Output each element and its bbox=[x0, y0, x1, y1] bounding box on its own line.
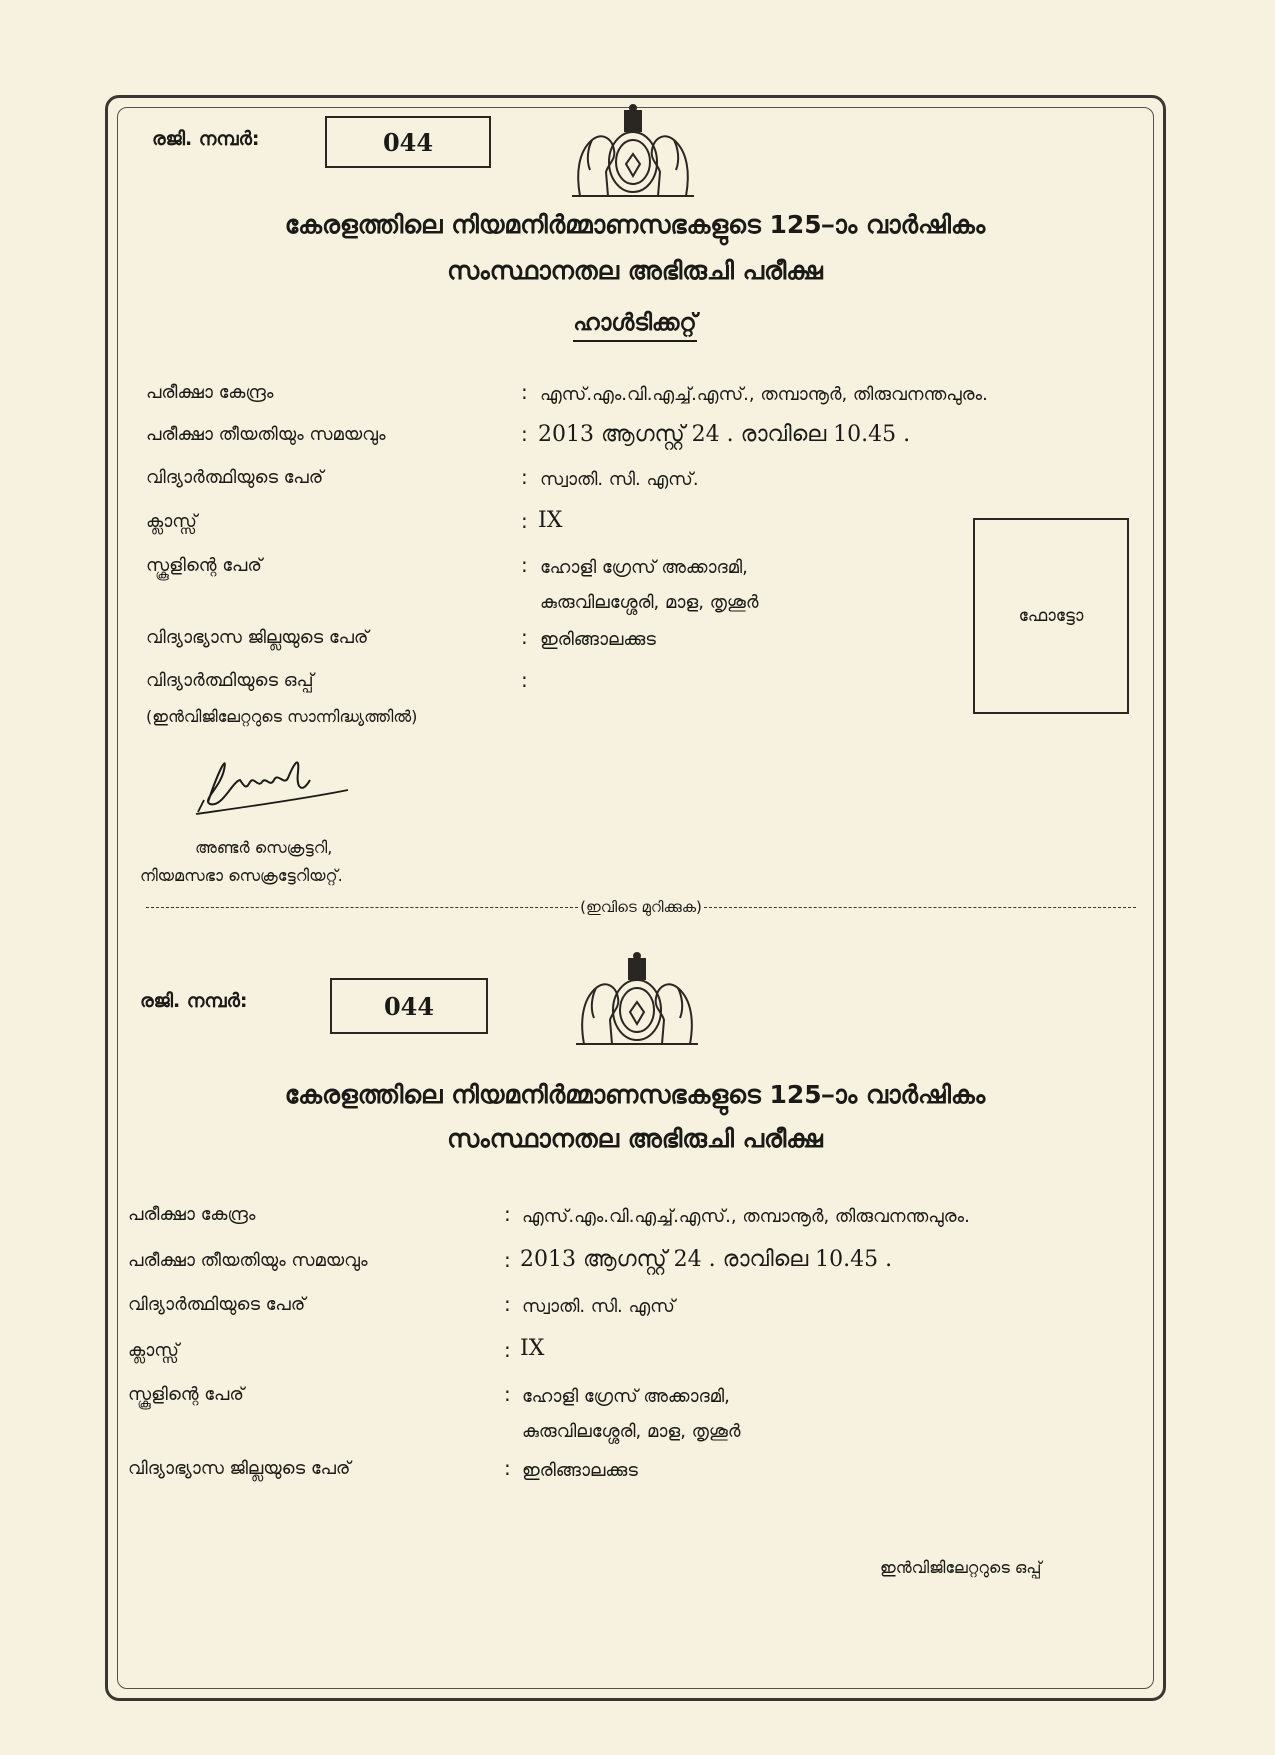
class-label-bottom: ക്ലാസ്സ് bbox=[128, 1340, 179, 1361]
exam-title-line2-bottom: സംസ്ഥാനതല അഭിരുചി പരീക്ഷ bbox=[447, 1124, 823, 1153]
datetime-value: 2013 ആഗസ്റ്റ് 24 . രാവിലെ 10.45 . bbox=[538, 422, 911, 447]
colon: : bbox=[521, 465, 528, 489]
student-signature-label: വിദ്യാർത്ഥിയുടെ ഒപ്പ് bbox=[146, 670, 314, 691]
kerala-emblem-icon bbox=[572, 952, 702, 1050]
student-name-value: സ്വാതി. സി. എസ്. bbox=[540, 469, 699, 490]
reg-number-label-bottom: രജി. നമ്പർ: bbox=[140, 990, 248, 1012]
school-label: സ്കൂളിന്റെ പേര് bbox=[146, 555, 262, 576]
colon: : bbox=[504, 1248, 511, 1272]
dashed-line-right bbox=[704, 907, 1136, 908]
colon: : bbox=[521, 668, 528, 692]
exam-title-line2: സംസ്ഥാനതല അഭിരുചി പരീക്ഷ bbox=[447, 256, 823, 285]
school-value-line2-bottom: കുരുവിലശ്ശേരി, മാള, തൃശൂർ bbox=[522, 1421, 741, 1442]
class-value-bottom: IX bbox=[520, 1336, 545, 1361]
datetime-label-bottom: പരീക്ഷാ തീയതിയും സമയവും bbox=[128, 1250, 368, 1271]
datetime-value-bottom: 2013 ആഗസ്റ്റ് 24 . രാവിലെ 10.45 . bbox=[520, 1247, 893, 1272]
student-name-label: വിദ്യാർത്ഥിയുടെ പേര് bbox=[146, 467, 324, 488]
colon: : bbox=[504, 1292, 511, 1316]
colon: : bbox=[504, 1456, 511, 1480]
centre-value: എസ്.എം.വി.എച്ച്.എസ്., തമ്പാനൂർ, തിരുവനന്തപുരം. bbox=[540, 384, 988, 405]
school-value-line1: ഹോളി ഗ്രേസ് അക്കാദമി, bbox=[540, 557, 748, 578]
colon: : bbox=[521, 380, 528, 404]
colon: : bbox=[504, 1202, 511, 1226]
colon: : bbox=[521, 553, 528, 577]
colon: : bbox=[521, 422, 528, 446]
district-value: ഇരിങ്ങാലക്കുട bbox=[540, 629, 656, 650]
district-value-bottom: ഇരിങ്ങാലക്കുട bbox=[522, 1460, 638, 1481]
signature-note: (ഇൻവിജിലേറ്ററുടെ സാന്നിദ്ധ്യത്തിൽ) bbox=[146, 707, 418, 726]
signature-image bbox=[188, 742, 358, 822]
colon: : bbox=[521, 509, 528, 533]
school-label-bottom: സ്കൂളിന്റെ പേര് bbox=[128, 1384, 244, 1405]
centre-label: പരീക്ഷാ കേന്ദ്രം bbox=[146, 382, 274, 403]
school-value-line1-bottom: ഹോളി ഗ്രേസ് അക്കാദമി, bbox=[522, 1386, 730, 1407]
reg-number-box: 044 bbox=[325, 116, 491, 168]
district-label-bottom: വിദ്യാഭ്യാസ ജില്ലയുടെ പേര് bbox=[128, 1458, 351, 1479]
exam-title-line1: കേരളത്തിലെ നിയമനിർമ്മാണസഭകളുടെ 125–ാം വാർഷികം bbox=[284, 210, 986, 239]
colon: : bbox=[521, 625, 528, 649]
signatory-office: നിയമസഭാ സെക്രട്ടേറിയറ്റ്. bbox=[140, 866, 343, 885]
cut-here-line bbox=[146, 898, 1136, 916]
class-value: IX bbox=[538, 508, 563, 533]
hall-ticket-heading bbox=[120, 310, 1150, 336]
colon: : bbox=[504, 1382, 511, 1406]
cut-here-text: (ഇവിടെ മുറിക്കുക) bbox=[580, 898, 702, 916]
student-name-label-bottom: വിദ്യാർത്ഥിയുടെ പേര് bbox=[128, 1294, 306, 1315]
kerala-emblem-icon bbox=[568, 104, 698, 202]
exam-title-line1-bottom: കേരളത്തിലെ നിയമനിർമ്മാണസഭകളുടെ 125–ാം വാർഷികം bbox=[284, 1080, 986, 1109]
hall-ticket-text: ഹാൾടിക്കറ്റ് bbox=[573, 310, 697, 342]
district-label: വിദ്യാഭ്യാസ ജില്ലയുടെ പേര് bbox=[146, 627, 369, 648]
school-value-line2: കുരുവിലശ്ശേരി, മാള, തൃശൂർ bbox=[540, 592, 759, 613]
datetime-label: പരീക്ഷാ തീയതിയും സമയവും bbox=[146, 424, 386, 445]
photo-label: ഫോട്ടോ bbox=[1018, 606, 1084, 626]
reg-number-box-bottom: 044 bbox=[330, 978, 488, 1034]
dashed-line-left bbox=[146, 907, 578, 908]
student-name-value-bottom: സ്വാതി. സി. എസ് bbox=[522, 1296, 675, 1317]
photo-box bbox=[973, 518, 1129, 714]
class-label: ക്ലാസ്സ് bbox=[146, 511, 197, 532]
invigilator-signature-label: ഇൻവിജിലേറ്ററുടെ ഒപ്പ് bbox=[880, 1558, 1042, 1577]
centre-value-bottom: എസ്.എം.വി.എച്ച്.എസ്., തമ്പാനൂർ, തിരുവനന്തപുരം. bbox=[522, 1206, 970, 1227]
signatory-designation: അണ്ടർ സെക്രട്ടറി, bbox=[195, 838, 333, 857]
reg-number-label: രജി. നമ്പർ: bbox=[152, 128, 260, 150]
centre-label-bottom: പരീക്ഷാ കേന്ദ്രം bbox=[128, 1204, 256, 1225]
colon: : bbox=[504, 1338, 511, 1362]
